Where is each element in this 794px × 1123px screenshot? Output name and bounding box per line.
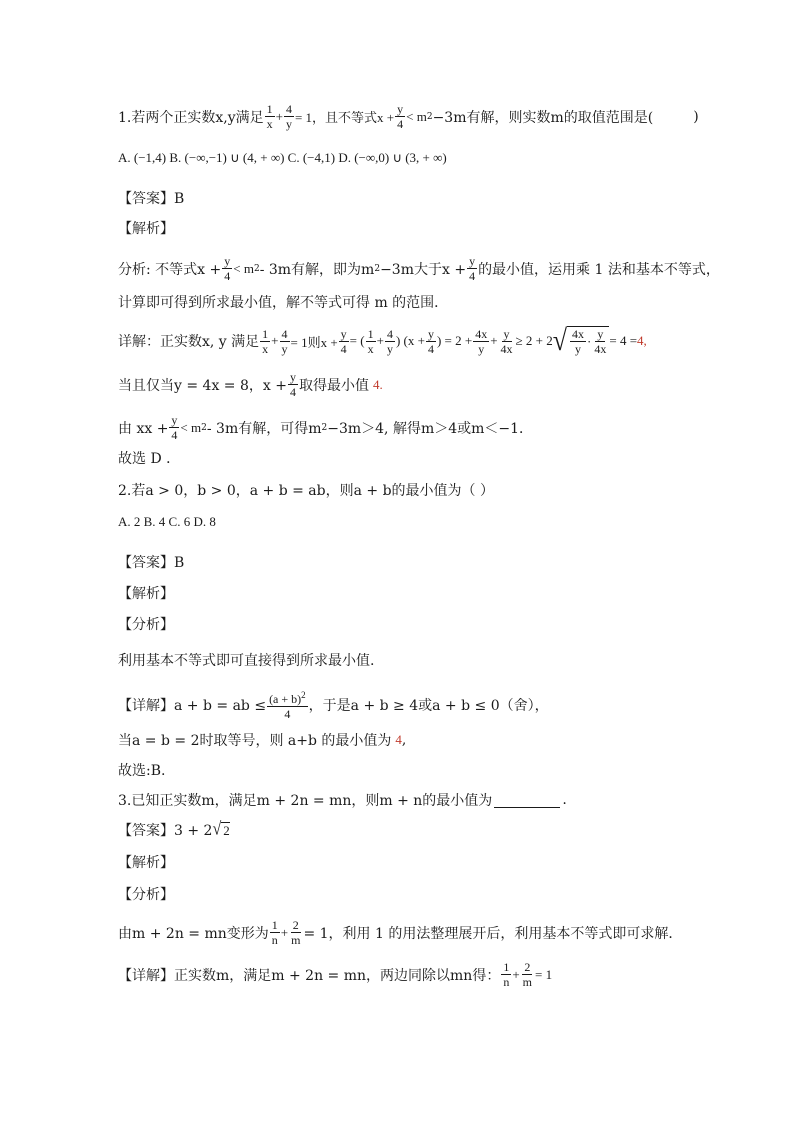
q3-fenxi-text: 由m + 2n = mn变形为 $\frac{1}{n}$ + $\frac{2}{m}$ = 1，利用 1 的用法整理展开后，利用基本不等式即可求解． bbox=[118, 918, 683, 947]
sqrt: √ 2 bbox=[212, 819, 230, 840]
q1-analysis-line2: 计算即可得到所求最小值，解不等式可得 m 的范围． bbox=[118, 295, 449, 311]
q3-detail-line1: 【详解】正实数m，满足m + 2n = mn，两边同除以mn得： $\frac{1}{n}$ + $\frac{2}{m}$ = 1 bbox=[118, 960, 553, 989]
q2-detail-line2: 当a = b = 2时取等号，则 a+b 的最小值为 4 , bbox=[118, 732, 407, 749]
answer-blank bbox=[494, 793, 560, 808]
q1-stem: 1.若两个正实数x,y满足 $\frac{1}{x}$ + $\frac{4}{y}$ = 1，且不等式x + $\frac{y}{4}$ < m 2 −3m有解，则实数m的取值范围是( ) bbox=[118, 102, 699, 131]
q3-fenxi-label: 【分析】 bbox=[118, 887, 174, 903]
q2-detail-line1: 【详解】a + b = ab ≤ $\frac{(a + b)^2}{4}$ ，于是a + b ≥ 4或a + b ≤ 0（舍）， bbox=[118, 690, 549, 721]
q2-fenxi-text: 利用基本不等式即可直接得到所求最小值. bbox=[118, 653, 375, 669]
fraction: $\frac{(a + b)^2}{4}$ bbox=[269, 690, 306, 721]
q1-answer: 【答案】B bbox=[118, 191, 185, 207]
fraction: $\frac{1}{x}$ bbox=[266, 102, 273, 131]
q2-detail-line3: 故选:B. bbox=[118, 763, 166, 779]
q1-detail-line3: 由 xx + $\frac{y}{4}$ < m 2 - 3m有解，可得m 2 −3m＞4, 解得m＞4或m＜−1． bbox=[118, 413, 534, 442]
q3-analysis-label: 【解析】 bbox=[118, 855, 174, 871]
q2-answer: 【答案】B bbox=[118, 555, 185, 571]
q3-answer: 【答案】3 + 2 √ 2 bbox=[118, 819, 230, 840]
sqrt: √ $\frac{4x}{y}$ · $\frac{y}{4x}$ bbox=[553, 326, 610, 356]
q3-stem: 3.已知正实数m，满足m + 2n = mn，则m + n的最小值为 . bbox=[118, 792, 567, 809]
q1-detail-line2: 当且仅当y = 4x = 8，x + $\frac{y}{4}$ 取得最小值 4. bbox=[118, 370, 383, 399]
q2-stem: 2.若a > 0，b > 0，a + b = ab，则a + b的最小值为（ ） bbox=[118, 483, 495, 499]
q1-detail-line1: 详解：正实数x, y 满足 $\frac{1}{x}$ + $\frac{4}{y}$ = 1则x + $\frac{y}{4}$ = ( $\frac{1}{x}$ + $\frac{4}{y}$ ) (x + $\frac{y}{4}$ ) = 2 + $\frac{4x}{y}$ + $\frac{y}{4x}$ ≥ 2 + 2 √ $\frac{4x}{y}$ · $\frac{y}{4x}$ = 4 = 4, bbox=[118, 323, 647, 358]
q1-analysis-line1: 分析: 不等式x + $\frac{y}{4}$ < m 2 - 3m有解，即为m 2 −3m大于x + $\frac{y}{4}$ 的最小值，运用乘 1 法和基本不等式， bbox=[118, 254, 720, 283]
q1-detail-line4: 故选 D ． bbox=[118, 451, 181, 467]
q2-options: A. 2 B. 4 C. 6 D. 8 bbox=[118, 514, 216, 529]
q2-analysis-label: 【解析】 bbox=[118, 586, 174, 602]
q1-analysis-label: 【解析】 bbox=[118, 221, 174, 237]
q2-fenxi-label: 【分析】 bbox=[118, 617, 174, 633]
fraction: $\frac{4}{y}$ bbox=[285, 102, 292, 131]
fraction: $\frac{y}{4}$ bbox=[224, 254, 231, 283]
fraction: $\frac{y}{4}$ bbox=[397, 102, 404, 131]
q1-options: A. (−1,4) B. (−∞,−1) ∪ (4, + ∞) C. (−4,1) D. (−∞,0) ∪ (3, + ∞) bbox=[118, 150, 447, 165]
fraction: $\frac{y}{4}$ bbox=[469, 254, 476, 283]
